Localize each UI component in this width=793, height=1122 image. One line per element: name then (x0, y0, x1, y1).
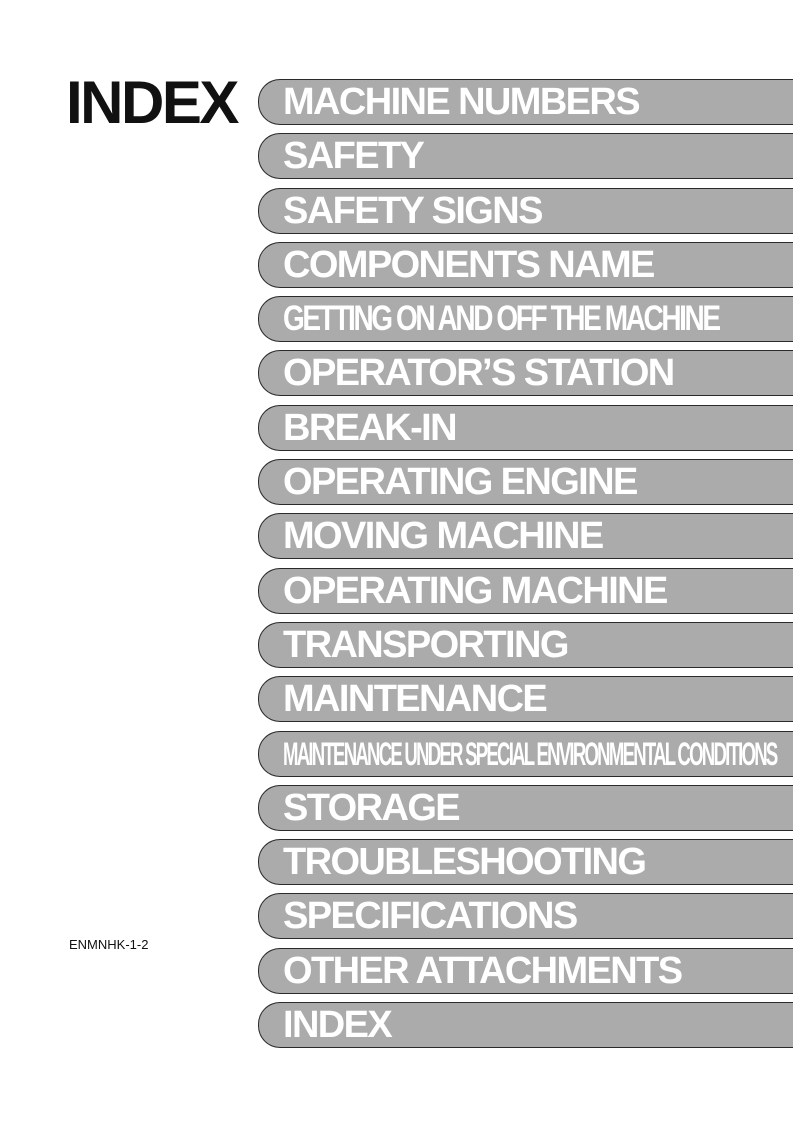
tab-index[interactable] (258, 1002, 793, 1048)
tab-break-in[interactable] (258, 405, 793, 451)
tab-components-name[interactable] (258, 242, 793, 288)
tab-label: MACHINE NUMBERS (283, 81, 640, 123)
tab-label: SPECIFICATIONS (283, 895, 577, 938)
tab-label: TROUBLESHOOTING (283, 841, 646, 884)
tab-operators-station[interactable] (258, 350, 793, 396)
tab-maintenance-special-conditions[interactable] (258, 731, 793, 777)
tab-operating-engine[interactable] (258, 459, 793, 505)
tab-specifications[interactable] (258, 893, 793, 939)
page-title: INDEX (66, 69, 237, 136)
tab-safety[interactable] (258, 133, 793, 179)
tab-storage[interactable] (258, 785, 793, 831)
tab-label: MAINTENANCE UNDER SPECIAL ENVIRONMENTAL CONDITIONS (283, 735, 777, 772)
tab-moving-machine[interactable] (258, 513, 793, 559)
tab-label: SAFETY (283, 135, 424, 178)
tab-label: OPERATING MACHINE (283, 569, 667, 612)
tab-getting-on-and-off[interactable] (258, 296, 793, 342)
tab-label: OPERATOR’S STATION (283, 352, 674, 395)
tab-label: BREAK-IN (283, 406, 456, 449)
tab-operating-machine[interactable] (258, 568, 793, 614)
tab-label: OTHER ATTACHMENTS (283, 949, 682, 992)
tab-label: TRANSPORTING (283, 623, 568, 666)
tab-machine-numbers[interactable] (258, 79, 793, 125)
tab-safety-signs[interactable] (258, 188, 793, 234)
index-tab-list (258, 79, 793, 1056)
tab-other-attachments[interactable] (258, 948, 793, 994)
tab-label: MAINTENANCE (283, 678, 547, 721)
tab-troubleshooting[interactable] (258, 839, 793, 885)
tab-label: MOVING MACHINE (283, 515, 603, 558)
tab-maintenance[interactable] (258, 676, 793, 722)
tab-label: SAFETY SIGNS (283, 189, 542, 232)
document-code: ENMNHK-1-2 (69, 937, 149, 952)
tab-label: OPERATING ENGINE (283, 461, 637, 504)
tab-label: INDEX (283, 1004, 392, 1047)
tab-label: STORAGE (283, 786, 460, 829)
tab-label: COMPONENTS NAME (283, 243, 654, 286)
tab-label: GETTING ON AND OFF THE MACHINE (283, 299, 719, 339)
tab-transporting[interactable] (258, 622, 793, 668)
